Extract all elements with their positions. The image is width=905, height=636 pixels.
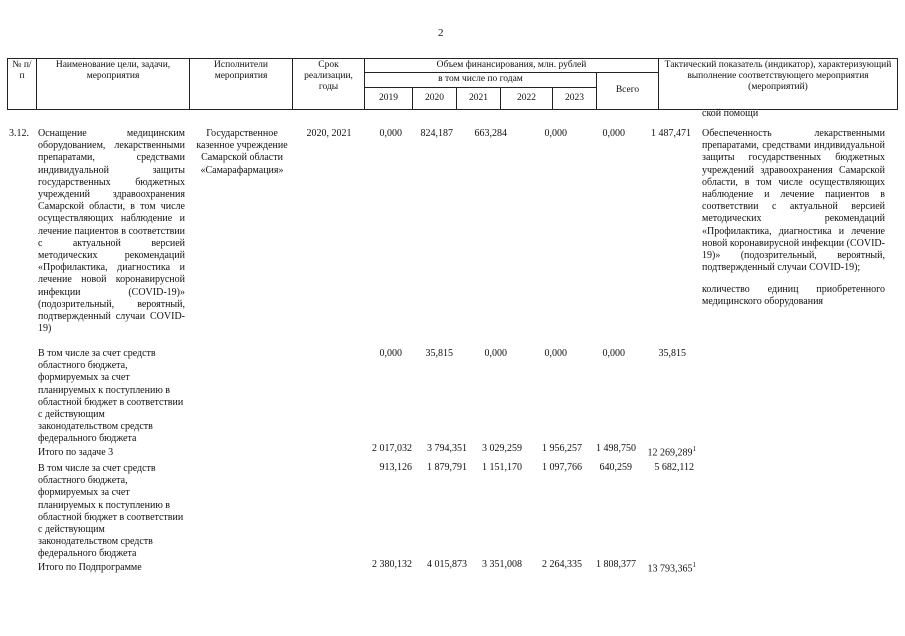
total-task3-regional-2022: 1 097,766 [542,462,582,473]
header-year-2021: 2021 [457,87,501,109]
total-subprogram-total-value: 13 793,365 [647,563,693,575]
total-task3-regional-2019: 913,126 [379,462,412,473]
footnote-mark: 1 [692,561,696,569]
header-name: Наименование цели, задачи, мероприятия [37,59,190,110]
total-task3-regional-2021: 1 151,170 [482,462,522,473]
row-value-2022: 0,000 [544,128,567,139]
total-task3-label: Итого по задаче 3 [38,447,114,458]
page-number: 2 [438,27,444,39]
footnote-mark: 1 [692,445,696,453]
table-header [7,58,898,110]
total-task3-2023: 1 498,750 [596,443,636,454]
total-task3-regional-name: В том числе за счет средств областного бюджета, формируемых за счет планируемых к поступлению в областной бюджет в соответствии с действующим законодательством средств федерального бюджета [38,463,184,560]
total-task3-2021: 3 029,259 [482,443,522,454]
total-task3-regional-total: 5 682,112 [654,462,694,473]
carryover-text: ской помощи [702,108,759,119]
header-year-2019: 2019 [365,87,413,109]
row-total: 1 487,471 [651,128,691,139]
total-subprogram-2022: 2 264,335 [542,559,582,570]
header-total: Всего [597,72,659,109]
header-funding: Объем финансирования, млн. рублей [365,59,659,73]
row-value-2019: 0,000 [379,128,402,139]
total-subprogram-label: Итого по Подпрограмме [38,562,142,573]
total-task3-2019: 2 017,032 [372,443,412,454]
row-number: 3.12. [9,128,29,139]
header-indicator: Тактический показатель (индикатор), характеризующий выполнение соответствующего мероприятия (мероприятий) [659,59,898,110]
header-year-2020: 2020 [413,87,457,109]
row-value-2023: 0,000 [602,128,625,139]
row-period: 2020, 2021 [306,128,352,139]
header-by-years: в том числе по годам [365,72,597,87]
header-year-2023: 2023 [553,87,597,109]
header-num: № п/п [8,59,37,110]
total-task3-2022: 1 956,257 [542,443,582,454]
row-regional-2020: 35,815 [425,348,453,359]
total-subprogram-2019: 2 380,132 [372,559,412,570]
header-year-2022: 2022 [501,87,553,109]
row-executor: Государственное казенное учреждение Самарской области «Самарафармация» [196,128,288,176]
total-task3-regional-2023: 640,259 [599,462,632,473]
total-subprogram-2023: 1 808,377 [596,559,636,570]
row-indicator-equipment: количество единиц приобретенного медицинского оборудования [702,284,885,308]
row-regional-2021: 0,000 [484,348,507,359]
row-regional-2019: 0,000 [379,348,402,359]
row-regional-name: В том числе за счет средств областного бюджета, формируемых за счет планируемых к поступлению в областной бюджет в соответствии с действующим законодательством средств федерального бюджета [38,348,184,445]
row-regional-2022: 0,000 [544,348,567,359]
total-task3-regional-2020: 1 879,791 [427,462,467,473]
row-regional-total: 35,815 [658,348,686,359]
row-indicator: Обеспеченность лекарственными препаратами, средствами индивидуальной защиты государственных бюджетных учреждений здравоохранения Самарской области, в том числе осуществляющих наблюдение и лечение пациентов в соответствии с актуальной версией методических рекомендаций «Профилактика, диагностика и лечение новой коронавирусной инфекции (COVID-19)» (подозрительный, вероятный, подтвержденный случаи COVID-19); [702,128,885,274]
total-task3-total [640,443,696,460]
total-subprogram-total [640,559,696,576]
total-task3-total-value: 12 269,289 [647,447,693,459]
row-regional-2023: 0,000 [602,348,625,359]
total-subprogram-2020: 4 015,873 [427,559,467,570]
header-executor: Исполнители мероприятия [190,59,293,110]
row-value-2021: 663,284 [474,128,507,139]
total-task3-2020: 3 794,351 [427,443,467,454]
row-name: Оснащение медицинским оборудованием, лекарственными препаратами, средствами индивидуальной защиты государственных бюджетных учреждений здравоохранения Самарской области, в том числе осуществляющих наблюдение и лечение пациентов в соответствии с актуальной версией методических рекомендаций «Профилактика, диагностика и лечение новой коронавирусной инфекции (COVID-19)» (подозрительный, вероятный, подтвержденный случаи COVID-19) [38,128,185,335]
total-subprogram-2021: 3 351,008 [482,559,522,570]
row-value-2020: 824,187 [420,128,453,139]
header-period: Срок реализации, годы [293,59,365,110]
